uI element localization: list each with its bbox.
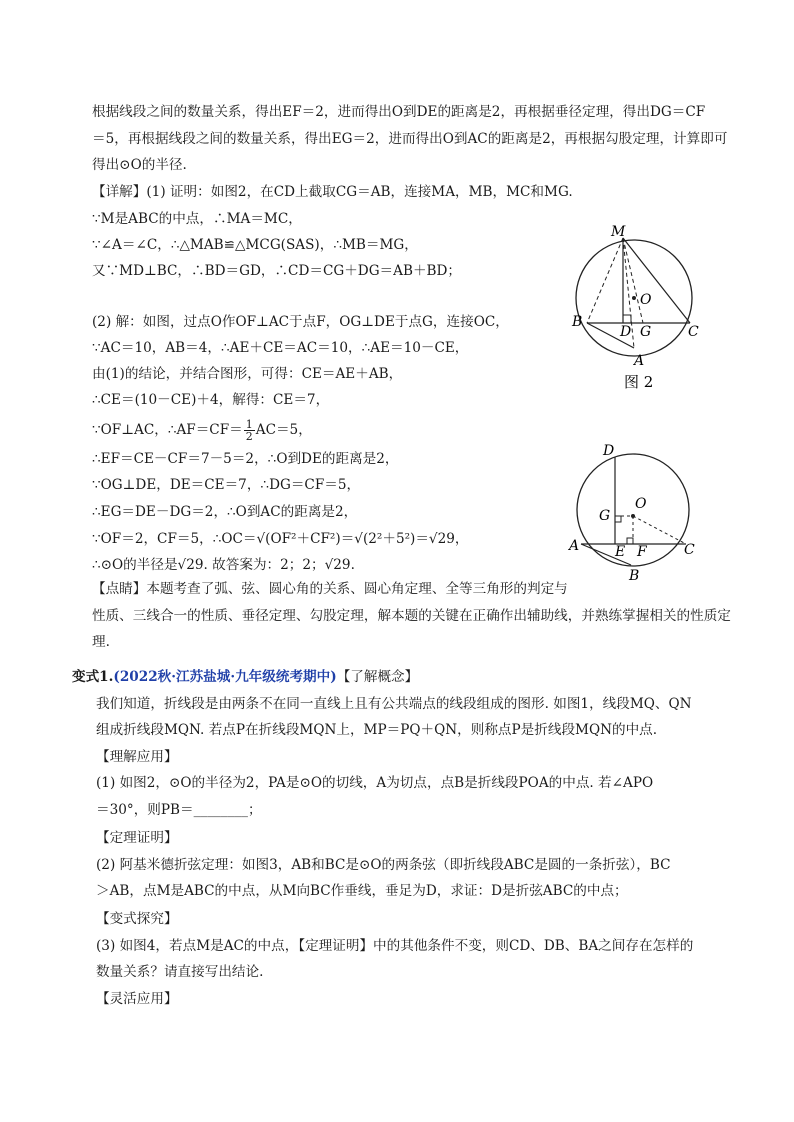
detail-line bbox=[92, 183, 573, 201]
q2-line-1: (2) 阿基米德折弦定理：如图3，AB和BC是⊙O的两条弦（即折线段ABC是圆的一条折弦），BC bbox=[96, 857, 671, 873]
detail-tag: 【详解】 bbox=[92, 184, 147, 200]
fig2-label-b: B bbox=[572, 314, 583, 330]
part2-line-2: ∵AC＝10，AB＝4，∴AE＋CE＝AC＝10，∴AE＝10－CE， bbox=[92, 340, 469, 356]
part2-line-7: ∵OG⊥DE，DE＝CE＝7，∴DG＝CF＝5， bbox=[92, 477, 361, 493]
variant-source: (2022秋·江苏盐城·九年级统考期中) bbox=[113, 669, 337, 685]
part1-line-1: (1) 证明：如图2，在CD上截取CG＝AB，连接MA，MB，MC和MG. bbox=[146, 184, 573, 200]
fig2-label-c: C bbox=[688, 324, 699, 340]
figr-label-e: E bbox=[615, 544, 626, 560]
fig2-label-o: O bbox=[640, 292, 652, 308]
tag-explore: 【变式探究】 bbox=[96, 911, 178, 927]
part1-line-4: 又∵MD⊥BC，∴BD＝GD，∴CD＝CG＋DG＝AB＋BD； bbox=[92, 263, 462, 279]
comment-line-2: 性质、三线合一的性质、垂径定理、勾股定理，解本题的关键在正确作出辅助线，并熟练掌握相关的性质定 bbox=[92, 608, 731, 624]
part2-line-4: ∴CE＝(10－CE)＋4，解得：CE＝7， bbox=[92, 392, 330, 408]
part2-line-1: (2) 解：如图，过点O作OF⊥AC于点F，OG⊥DE于点G，连接OC， bbox=[92, 314, 509, 330]
figr-label-d: D bbox=[603, 443, 615, 459]
fig2-caption: 图 2 bbox=[624, 373, 654, 391]
q2-line-2: ＞AB，点M是ABC的中点，从M向BC作垂线，垂足为D，求证：D是折弦ABC的中点； bbox=[96, 883, 628, 899]
analysis-line-1: 根据线段之间的数量关系，得出EF＝2，进而得出O到DE的距离是2，再根据垂径定理，得出DG＝CF bbox=[92, 104, 706, 120]
fig2-label-m: M bbox=[611, 224, 626, 240]
tag-flex: 【灵活应用】 bbox=[96, 991, 178, 1007]
figr-label-g: G bbox=[599, 508, 611, 524]
fig2-label-g: G bbox=[640, 324, 652, 340]
fig2-label-a: A bbox=[634, 353, 645, 369]
figr-label-o: O bbox=[635, 496, 647, 512]
figr-label-a: A bbox=[569, 538, 580, 554]
figure-2 bbox=[568, 220, 708, 395]
part2-line-8: ∴EG＝DE－DG＝2，∴O到AC的距离是2， bbox=[92, 504, 358, 520]
q3-line-2: 数量关系？请直接写出结论. bbox=[96, 964, 264, 980]
q1-line-2: ＝30°，则PB＝________； bbox=[96, 802, 262, 818]
variant-heading bbox=[72, 668, 418, 686]
part1-line-3: ∵∠A＝∠C，∴△MAB≌△MCG(SAS)，∴MB＝MG， bbox=[92, 237, 418, 253]
figure-circle-o bbox=[565, 438, 705, 588]
variant-prefix: 变式1. bbox=[72, 669, 114, 685]
part2-line-3: 由(1)的结论，并结合图形，可得：CE＝AE＋AB， bbox=[92, 366, 403, 382]
figr-label-f: F bbox=[637, 544, 647, 560]
analysis-line-3: 得出⊙O的半径. bbox=[92, 157, 187, 173]
fig2-label-d: D bbox=[620, 324, 632, 340]
part2-line-10: ∴⊙O的半径是√29. 故答案为：2；2；√29. bbox=[92, 557, 355, 573]
tag-apply: 【理解应用】 bbox=[96, 749, 178, 765]
variant-section-tag: 【了解概念】 bbox=[336, 669, 419, 685]
analysis-line-2: ＝5，再根据线段之间的数量关系，得出EG＝2，进而得出O到AC的距离是2，再根据勾股定理，计算即可 bbox=[92, 131, 728, 147]
comment-line-1: 【点睛】本题考查了弧、弦、圆心角的关系、圆心角定理、全等三角形的判定与 bbox=[92, 581, 568, 597]
part2-line-9: ∵OF＝2，CF＝5，∴OC＝√(OF²＋CF²)＝√(2²＋5²)＝√29， bbox=[92, 531, 469, 547]
part2-line-6: ∴EF＝CE－CF＝7－5＝2，∴O到DE的距离是2， bbox=[92, 451, 399, 467]
q1-line-1: (1) 如图2，⊙O的半径为2，PA是⊙O的切线，A为切点，点B是折线段POA的中点. 若∠APO bbox=[96, 775, 654, 791]
variant-intro-1: 我们知道，折线段是由两条不在同一直线上且有公共端点的线段组成的图形. 如图1，线段MQ、QN bbox=[96, 696, 692, 712]
part1-line-2: ∵M是ABC的中点，∴MA＝MC， bbox=[92, 211, 302, 227]
variant-intro-2: 组成折线段MQN. 若点P在折线段MQN上，MP＝PQ＋QN，则称点P是折线段MQN的中点. bbox=[96, 722, 658, 738]
comment-line-3: 理. bbox=[92, 634, 110, 650]
tag-proof: 【定理证明】 bbox=[96, 830, 178, 846]
figr-label-b: B bbox=[629, 568, 640, 584]
part2-line-5: ∵OF⊥AC，∴AF＝CF＝ $\frac{1}{2}$ AC＝5， bbox=[92, 418, 312, 443]
fraction-half: $\frac{1}{2}$ bbox=[245, 418, 253, 443]
figr-label-c: C bbox=[684, 542, 695, 558]
q3-line-1: (3) 如图4，若点M是AC的中点，【定理证明】中的其他条件不变，则CD、DB、BA之间存在怎样的 bbox=[96, 938, 694, 954]
